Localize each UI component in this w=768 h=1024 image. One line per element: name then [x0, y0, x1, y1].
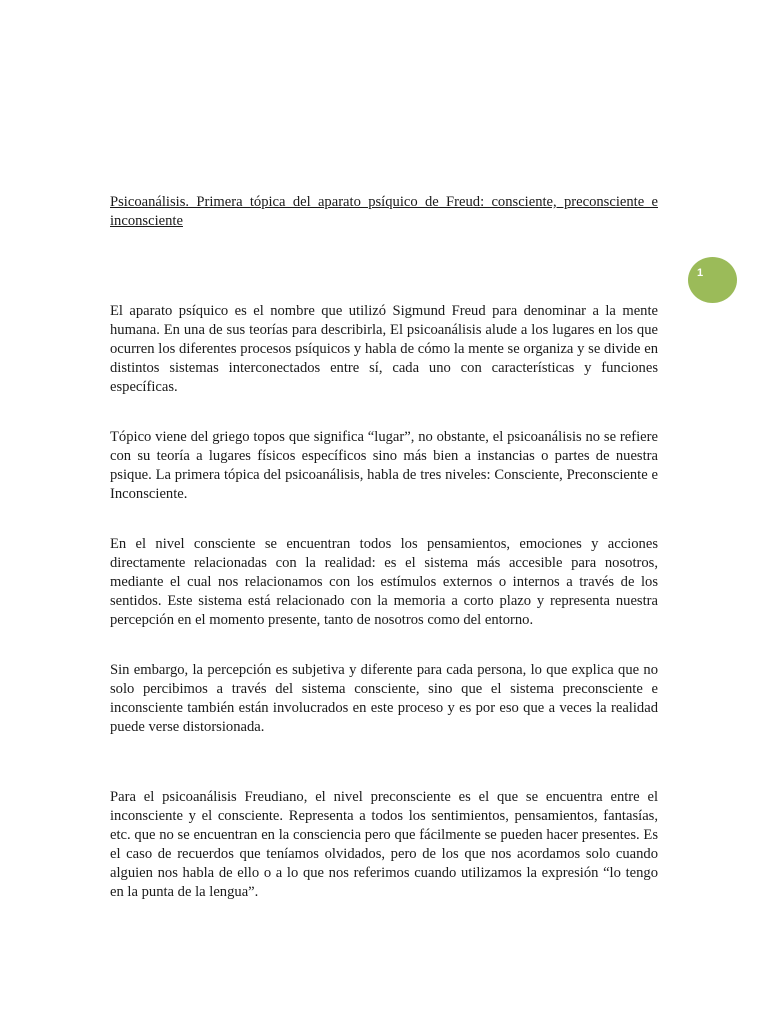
- paragraph-preconsciente: Para el psicoanálisis Freudiano, el nivel preconsciente es el que se encuentra entre el inconsciente y el consciente. Representa a todos los sentimientos, pensamientos, fantasías, etc. que no se encuentran en la consciencia pero que fácilmente se pueden hacer presentes. Es el caso de recuerdos que teníamos olvidados, pero de los que nos acordamos solo cuando alguien nos habla de ello o a lo que nos referimos cuando utilizamos la expresión “lo tengo en la punta de la lengua”.: [110, 789, 658, 900]
- paragraph-aparato-psiquico: El aparato psíquico es el nombre que utilizó Sigmund Freud para denominar a la mente humana. En una de sus teorías para describirla, El psicoanálisis alude a los lugares en los que ocurren los diferentes procesos psíquicos y habla de cómo la mente se organiza y se divide en distintos sistemas interconectados entre sí, cada uno con características y funciones específicas.: [110, 303, 658, 395]
- page-number-badge: [688, 257, 737, 303]
- paragraph-topico: Tópico viene del griego topos que significa “lugar”, no obstante, el psicoanálisis no se refiere con su teoría a lugares físicos específicos sino más bien a instancias o partes de nuestra psique. La primera tópica del psicoanálisis, habla de tres niveles: Consciente, Preconsciente e Inconsciente.: [110, 429, 658, 502]
- page-number: 1: [697, 267, 704, 279]
- document-body: [110, 193, 658, 902]
- paragraph-percepcion: Sin embargo, la percepción es subjetiva y diferente para cada persona, lo que explica que no solo percibimos a través del sistema consciente, sino que el sistema preconsciente e inconsciente también están involucrados en este proceso y es por eso que a veces la realidad puede verse distorsionada.: [110, 662, 658, 735]
- document-title: Psicoanálisis. Primera tópica del aparato psíquico de Freud: consciente, preconsciente e inconsciente: [110, 194, 658, 229]
- paragraph-nivel-consciente: En el nivel consciente se encuentran todos los pensamientos, emociones y acciones directamente relacionadas con la realidad: es el sistema más accesible para nosotros, mediante el cual nos relacionamos con los estímulos externos o internos a través de los sentidos. Este sistema está relacionado con la memoria a corto plazo y representa nuestra percepción en el momento presente, tanto de nosotros como del entorno.: [110, 536, 658, 628]
